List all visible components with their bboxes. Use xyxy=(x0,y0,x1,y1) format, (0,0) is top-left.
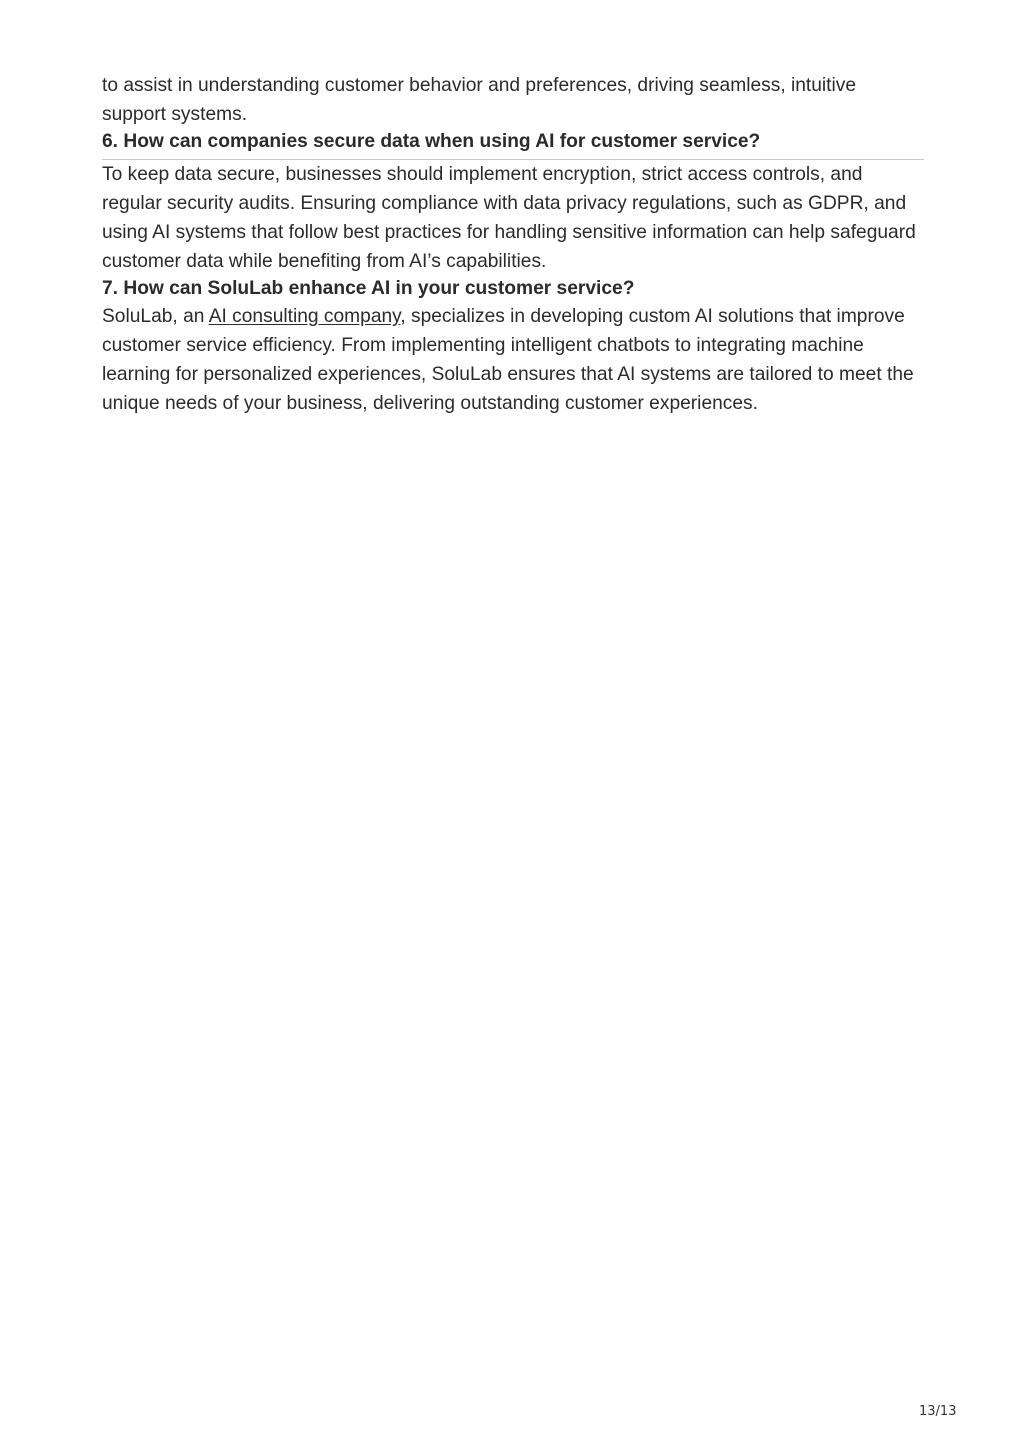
document-content xyxy=(102,71,924,418)
faq-answer-7-intro: SoluLab, an xyxy=(102,306,209,327)
ai-consulting-company-link[interactable]: AI consulting company xyxy=(208,306,401,327)
page-number: 13/13 xyxy=(919,1404,957,1419)
faq-answer-7 xyxy=(102,302,924,418)
intro-paragraph: to assist in understanding customer behavior and preferences, driving seamless, intuitive support systems. xyxy=(102,75,857,125)
faq-answer-7-rest: , specializes in developing custom AI solutions that improve customer service efficiency. From implementing intelligent chatbots to integrating machine learning for personalized experiences, SoluLab ensures that AI systems are tailored to meet the unique needs of your business, delivering outstanding customer experiences. xyxy=(102,306,914,414)
faq-question-7: 7. How can SoluLab enhance AI in your customer service? xyxy=(102,278,635,299)
faq-question-6: 6. How can companies secure data when using AI for customer service? xyxy=(102,129,924,160)
faq-answer-6: To keep data secure, businesses should implement encryption, strict access controls, and regular security audits. Ensuring compliance with data privacy regulations, such as GDPR, and using AI systems that follow best practices for handling sensitive information can help safeguard customer data while benefiting from AI’s capabilities. xyxy=(102,164,916,272)
